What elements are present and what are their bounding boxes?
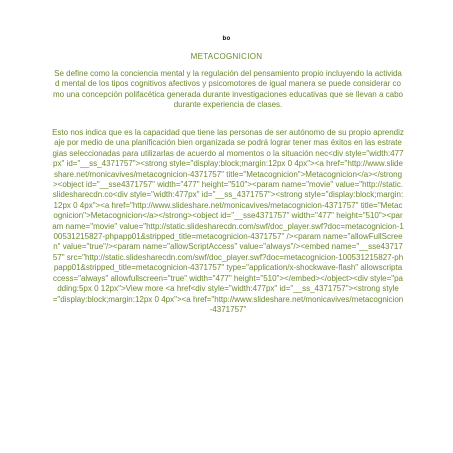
document-title: METACOGNICION xyxy=(190,52,263,61)
top-mark: bo xyxy=(222,36,231,42)
paragraph-definition: Se define como la conciencia mental y la regulación del pensamiento propio incluyendo la actividad mental de los tipos cognitivos afectivos y psicomotores de igual manera se puede considerar como una concepción polifacética generada durante investigaciones educativas que se llevan a cabo durante experiencia de clases. xyxy=(52,69,403,110)
paragraph-explanation: Esto nos indica que es la capacidad que tiene las personas de ser autónomo de su propio aprendizaje por medio de una planificación bien organizada se podrá lograr tener mas éxitos en las estrategias seleccionadas para utilizarlas de acuerdo al momentos o la situación nec<div style="width:477px" id="__ss_4371757"><strong style="display:block;margin:12px 0 4px"><a href="http://www.slideshare.net/monicavives/metacognicion-4371757" title="Metacognicion">Metacognicion</a></strong><object id="__sse4371757" width="477" height="510"><param name="movie" value="http://static.slidesharecdn.co<div style="width:477px" id="__ss_4371757"><strong style="display:block;margin:12px 0 4px"><a href="http://www.slideshare.net/monicavives/metacognicion-4371757" title="Metacognicion">Metacognicion</a></strong><object id="__sse4371757" width="477" height="510"><param name="movie" value="http://static.slidesharecdn.com/swf/doc_player.swf?doc=metacognicion-100531215827-phpapp01&stripped_title=metacognicion-4371757" /><param name="allowFullScreen" value="true"/><param name="allowScriptAccess" value="always"/><embed name="__sse4371757" src="http://static.slidesharecdn.com/swf/doc_player.swf?doc=metacognicion-100531215827-phpapp01&stripped_title=metacognicion-4371757" type="application/x-shockwave-flash" allowscriptaccess="always" allowfullscreen="true" width="477" height="510"></embed></object><div style="padding:5px 0 12px">View more <a href<div style="width:477px" id="__ss_4371757"><strong style="display:block;margin:12px 0 4px"><a href="http://www.slideshare.net/monicavives/metacognicion-4371757" xyxy=(52,128,404,314)
